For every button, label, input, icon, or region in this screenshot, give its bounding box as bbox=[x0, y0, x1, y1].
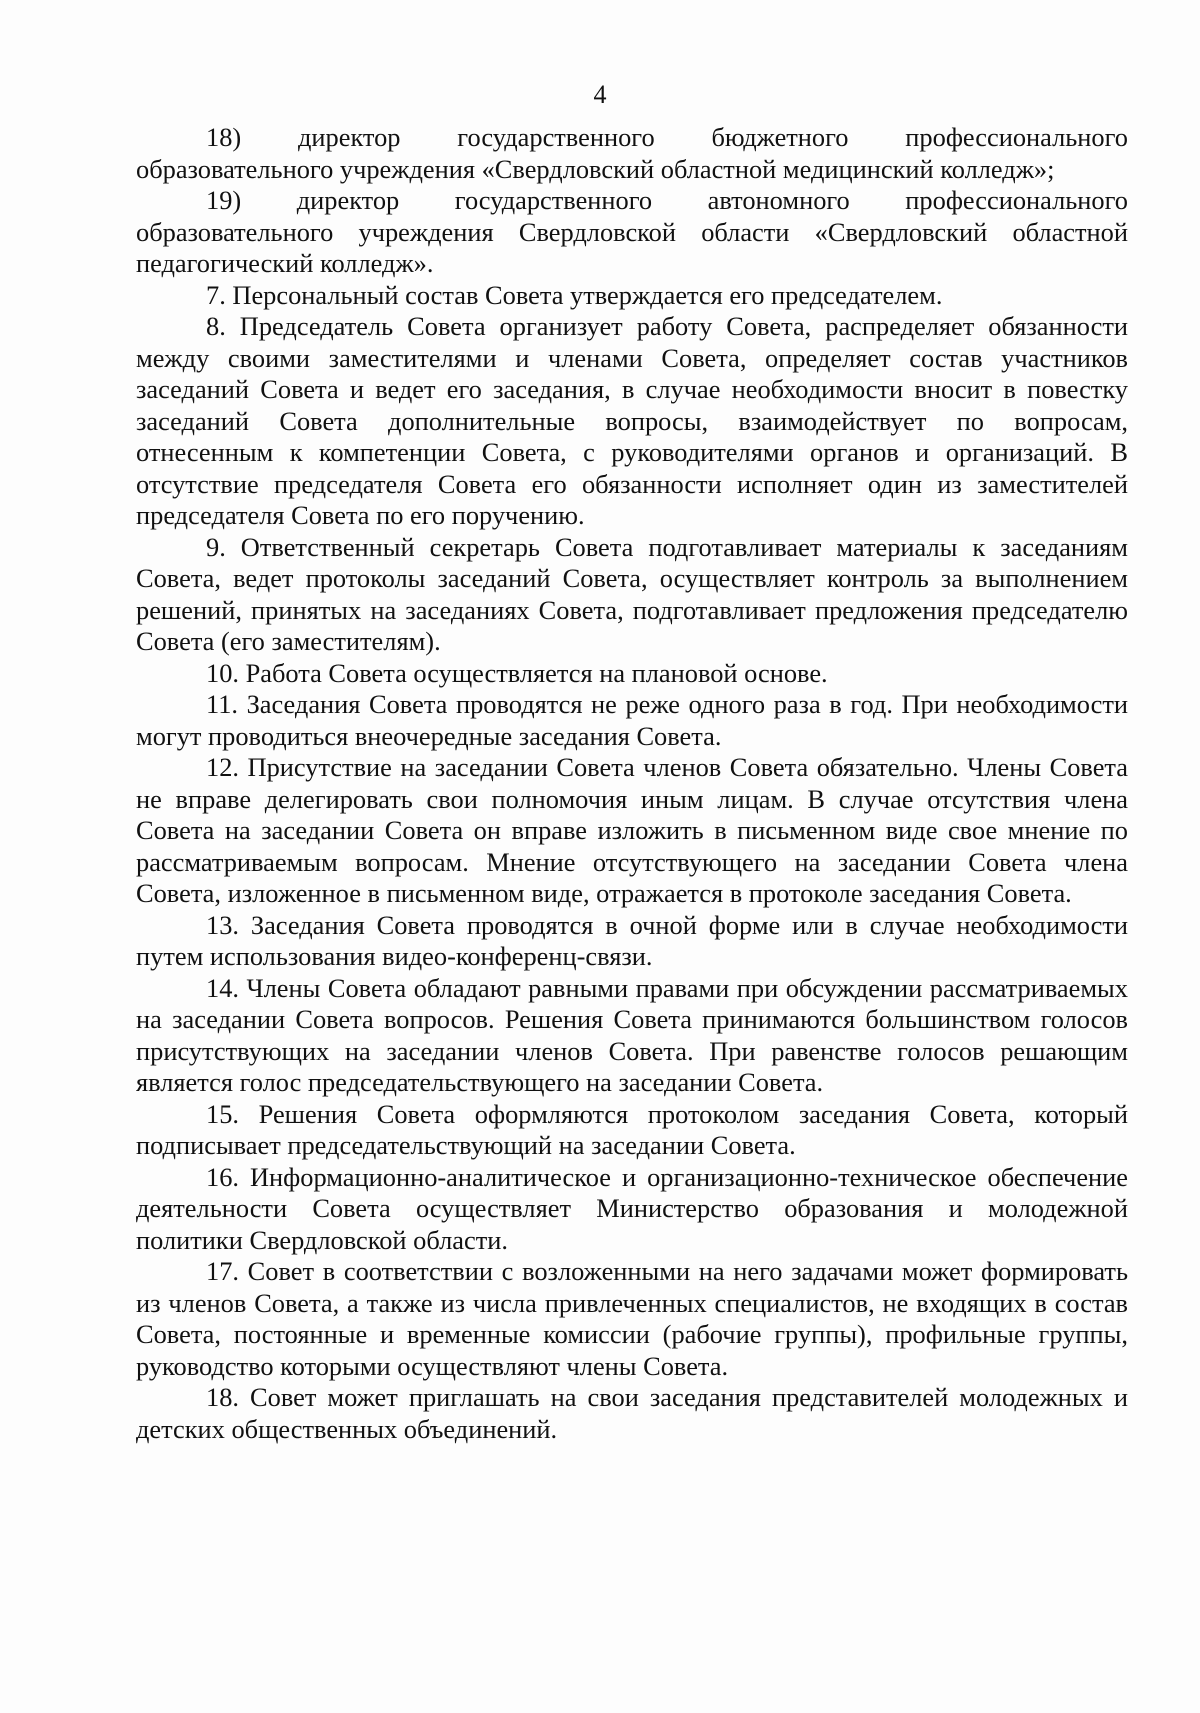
paragraph-12: 12. Присутствие на заседании Совета членов Совета обязательно. Члены Совета не вправе делегировать свои полномочия иным лицам. В случае отсутствия члена Совета на заседании Совета он вправе изложить в письменном виде свое мнение по рассматриваемым вопросам. Мнение отсутствующего на заседании Совета члена Совета, изложенное в письменном виде, отражается в протоколе заседания Совета. bbox=[136, 752, 1128, 908]
document-body bbox=[136, 122, 1128, 1445]
paragraph-11: 11. Заседания Совета проводятся не реже одного раза в год. При необходимости могут проводиться внеочередные заседания Совета. bbox=[136, 689, 1128, 751]
paragraph-16: 16. Информационно-аналитическое и организационно-техническое обеспечение деятельности Совета осуществляет Министерство образования и молодежной политики Свердловской области. bbox=[136, 1161, 1128, 1255]
paragraph-14: 14. Члены Совета обладают равными правами при обсуждении рассматриваемых на заседании Совета вопросов. Решения Совета принимаются большинством голосов присутствующих на заседании членов Совета. При равенстве голосов решающим является голос председательствующего на заседании Совета. bbox=[136, 972, 1128, 1097]
paragraph-15: 15. Решения Совета оформляются протоколом заседания Совета, который подписывает председательствующий на заседании Совета. bbox=[136, 1098, 1128, 1160]
paragraph-10: 10. Работа Совета осуществляется на плановой основе. bbox=[206, 657, 828, 688]
paragraph-9: 9. Ответственный секретарь Совета подготавливает материалы к заседаниям Совета, ведет протоколы заседаний Совета, осуществляет контроль за выполнением решений, принятых на заседаниях Совета, подготавливает предложения председателю Совета (его заместителям). bbox=[136, 531, 1128, 656]
paragraph-8: 8. Председатель Совета организует работу Совета, распределяет обязанности между своими заместителями и членами Совета, определяет состав участников заседаний Совета и ведет его заседания, в случае необходимости вносит в повестку заседаний Совета дополнительные вопросы, взаимодействует по вопросам, отнесенным к компетенции Совета, с руководителями органов и организаций. В отсутствие председателя Совета его обязанности исполняет один из заместителей председателя Совета по его поручению. bbox=[136, 311, 1128, 530]
paragraph-7: 7. Персональный состав Совета утверждается его председателем. bbox=[206, 279, 943, 310]
paragraph-item-19: 19) директор государственного автономного профессионального образовательного учреждения Свердловской области «Свердловский областной педагогический колледж». bbox=[136, 185, 1128, 278]
page-number: 4 bbox=[593, 80, 607, 109]
paragraph-18: 18. Совет может приглашать на свои заседания представителей молодежных и детских общественных объединений. bbox=[136, 1382, 1128, 1444]
paragraph-13: 13. Заседания Совета проводятся в очной форме или в случае необходимости путем использования видео-конференц-связи. bbox=[136, 909, 1128, 971]
paragraph-item-18: 18) директор государственного бюджетного профессионального образовательного учреждения «Свердловский областной медицинский колледж»; bbox=[136, 122, 1128, 184]
paragraph-17: 17. Совет в соответствии с возложенными на него задачами может формировать из членов Совета, а также из числа привлеченных специалистов, не входящих в состав Совета, постоянные и временные комиссии (рабочие группы), профильные группы, руководство которыми осуществляют члены Совета. bbox=[136, 1256, 1128, 1381]
